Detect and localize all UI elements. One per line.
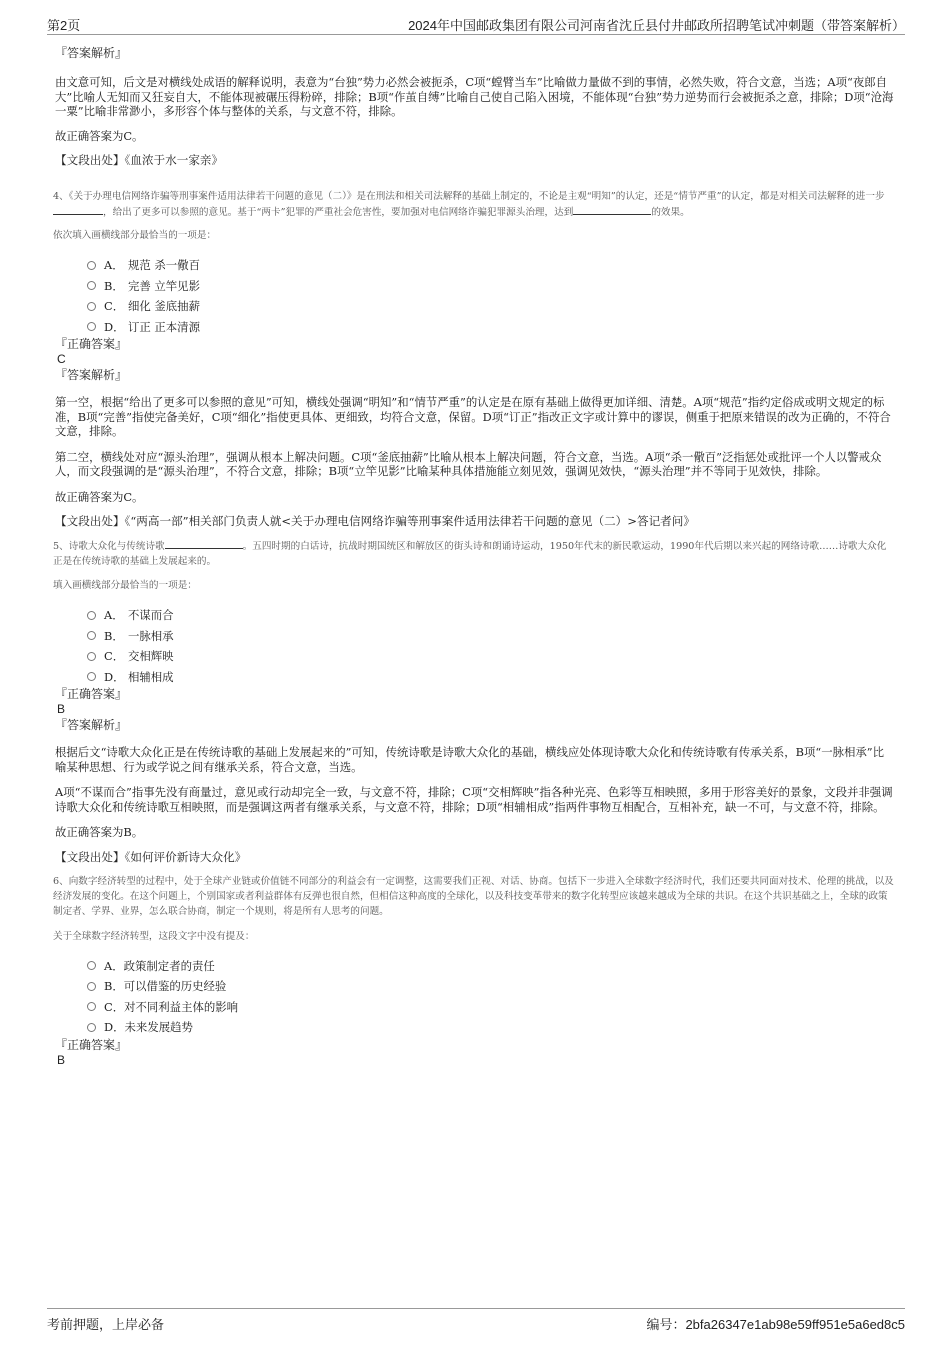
q6-option-b[interactable]: B． 可以借鉴的历史经验 <box>55 976 895 997</box>
radio-icon[interactable] <box>87 302 96 311</box>
q5-options <box>55 605 895 687</box>
q6-option-a[interactable]: A． 政策制定者的责任 <box>55 956 895 977</box>
q4-option-b[interactable]: B． 完善 立竿见影 <box>55 276 895 297</box>
q5-option-d[interactable]: D． 相辅相成 <box>55 667 895 688</box>
q4-option-d[interactable]: D． 订正 正本清源 <box>55 317 895 338</box>
q4-blank-1 <box>53 204 103 215</box>
q6-answer: B <box>57 1052 66 1067</box>
radio-icon[interactable] <box>87 281 96 290</box>
radio-icon[interactable] <box>87 322 96 331</box>
q5-source: 【文段出处】《如何评价新诗大众化》 <box>55 849 247 864</box>
q5-analysis-tag: 『答案解析』 <box>55 718 128 732</box>
radio-icon[interactable] <box>87 261 96 270</box>
document-body <box>55 44 895 1067</box>
q3-source: 【文段出处】《血浓于水一家亲》 <box>55 153 224 167</box>
page-footer <box>47 1308 905 1331</box>
q4-answer: C <box>57 352 66 366</box>
q5-answer-tag: 『正确答案』 <box>55 687 128 701</box>
q6-options <box>55 956 895 1038</box>
q6-instruction: 关于全球数字经济转型，这段文字中没有提及： <box>53 930 255 942</box>
q5-analysis-2: A项“不谋而合”指事先没有商量过，意见或行动却完全一致，与文意不符，排除；C项“交相辉映”指各种光亮、色彩等互相映照，多用于形容美好的景象，文段并非强调诗歌大众化和传统诗歌互相映照，而是强调这两者有继承关系，与文意不符，排除；D项“相辅相成”指两件事物互相配合，互相补充，缺一不可，与文意不符，排除。 <box>55 785 893 814</box>
q3-conclusion: 故正确答案为C。 <box>55 128 144 143</box>
q6-option-d[interactable]: D． 未来发展趋势 <box>55 1017 895 1038</box>
q5-option-c[interactable]: C． 交相辉映 <box>55 646 895 667</box>
q5-instruction: 填入画横线部分最恰当的一项是： <box>53 580 197 591</box>
radio-icon[interactable] <box>87 1023 96 1032</box>
q4-options <box>55 255 895 337</box>
q4-answer-tag: 『正确答案』 <box>55 337 128 351</box>
q5-blank <box>165 538 243 549</box>
q4-analysis-1: 第一空，根据“给出了更多可以参照的意见”可知，横线处强调“明知”和“情节严重”的认定是在原有基础上做得更加详细、清楚。A项“规范”指约定俗成或明文规定的标准，B项“完善”指使完备美好，C项“细化”指使更具体、更细致，均符合文意，保留。D项“订正”指改正文字或计算中的谬误，侧重于把原来错误的改为正确的，不符合文意，排除。 <box>55 395 891 438</box>
q5-option-b[interactable]: B． 一脉相承 <box>55 626 895 647</box>
q5-stem: 5、诗歌大众化与传统诗歌 。五四时期的白话诗，抗战时期国统区和解放区的街头诗和朗诵诗运动，1950年代末的新民歌运动，1990年代后期以来兴起的网络诗歌……诗歌大众化正是在传统诗歌的基础上发展起来的。 <box>53 538 895 569</box>
q4-stem: 4、《关于办理电信网络诈骗等刑事案件适用法律若干问题的意见（二）》是在刑法和相关司法解释的基础上制定的，不论是主观“明知”的认定，还是“情节严重”的认定，都是对相关司法解释的进一步，给出了更多可以参照的意见。基于“两卡”犯罪的严重社会危害性，要加强对电信网络诈骗犯罪源头治理，达到 的效果。 <box>53 191 885 218</box>
q3-analysis-tag: 『答案解析』 <box>55 46 128 60</box>
radio-icon[interactable] <box>87 652 96 661</box>
q4-option-a[interactable]: A． 规范 杀一儆百 <box>55 255 895 276</box>
radio-icon[interactable] <box>87 672 96 681</box>
q4-analysis-2: 第二空，横线处对应“源头治理”，强调从根本上解决问题。C项“釜底抽薪”比喻从根本上解决问题，符合文意，当选。A项“杀一儆百”泛指惩处或批评一个人以警戒众人，而文段强调的是“源头治理”，不符合文意，排除；B项“立竿见影”比喻某种具体措施能立刻见效，强调见效快，“源头治理”并不等同于见效快，排除。 <box>55 449 882 478</box>
q6-option-c[interactable]: C． 对不同利益主体的影响 <box>55 997 895 1018</box>
q5-answer: B <box>57 702 66 716</box>
q4-source: 【文段出处】《“两高一部”相关部门负责人就<关于办理电信网络诈骗等刑事案件适用法律若干问题的意见（二）>答记者问》 <box>55 514 695 528</box>
q5-option-a[interactable]: A． 不谋而合 <box>55 605 895 626</box>
q6-stem: 6、向数字经济转型的过程中，处于全球产业链或价值链不同部分的利益会有一定调整，这需要我们正视、对话、协商。包括下一步进入全球数字经济时代，我们还要共同面对技术、伦理的挑战，以及经济发展的变化。在这个问题上，个别国家或者利益群体有反弹也很自然，但相信这种高度的全球化，以及科技变革带来的数字化转型应该越来越成为全球的共识。在这个共识基础之上，全球的政策制定者、学界、业界，怎么联合协商，制定一个规则，将是所有人思考的问题。 <box>53 875 894 917</box>
q5-conclusion: 故正确答案为B。 <box>55 825 144 839</box>
q4-option-c[interactable]: C． 细化 釜底抽薪 <box>55 296 895 317</box>
q4-conclusion: 故正确答案为C。 <box>55 489 144 504</box>
page-number: 第2页 <box>47 18 81 33</box>
page-header <box>47 14 905 35</box>
radio-icon[interactable] <box>87 982 96 991</box>
q3-analysis: 由文意可知，后文是对横线处成语的解释说明，表意为“台独”势力必然会被扼杀，C项“螳臂当车”比喻做力量做不到的事情，必然失败，符合文意，当选；A项“夜郎自大”比喻人无知而又狂妄自大，不能体现被碾压得粉碎，排除；B项“作茧自缚”比喻自己使自己陷入困境，不能体现“台独”势力逆势而行会被扼杀之意，排除；D项“沧海一粟”比喻非常渺小，多形容个体与整体的关系，与文意不符，排除。 <box>55 75 894 118</box>
q4-blank-2 <box>573 204 651 215</box>
q5-analysis-1: 根据后文“诗歌大众化正是在传统诗歌的基础上发展起来的”可知，传统诗歌是诗歌大众化的基础，横线应处体现诗歌大众化和传统诗歌有传承关系，B项“一脉相承”比喻某种思想、行为或学说之间有继承关系，符合文意，当选。 <box>55 745 885 774</box>
radio-icon[interactable] <box>87 611 96 620</box>
document-title: 2024年中国邮政集团有限公司河南省沈丘县付井邮政所招聘笔试冲刺题（带答案解析） <box>408 18 905 33</box>
q4-analysis-tag: 『答案解析』 <box>55 368 128 382</box>
q4-instruction: 依次填入画横线部分最恰当的一项是： <box>53 230 217 241</box>
q6-answer-tag: 『正确答案』 <box>55 1037 128 1052</box>
footer-slogan: 考前押题，上岸必备 <box>47 1317 165 1332</box>
radio-icon[interactable] <box>87 1002 96 1011</box>
radio-icon[interactable] <box>87 631 96 640</box>
document-id: 编号：2bfa26347e1ab98e59ff951e5a6ed8c5 <box>646 1317 905 1332</box>
radio-icon[interactable] <box>87 961 96 970</box>
